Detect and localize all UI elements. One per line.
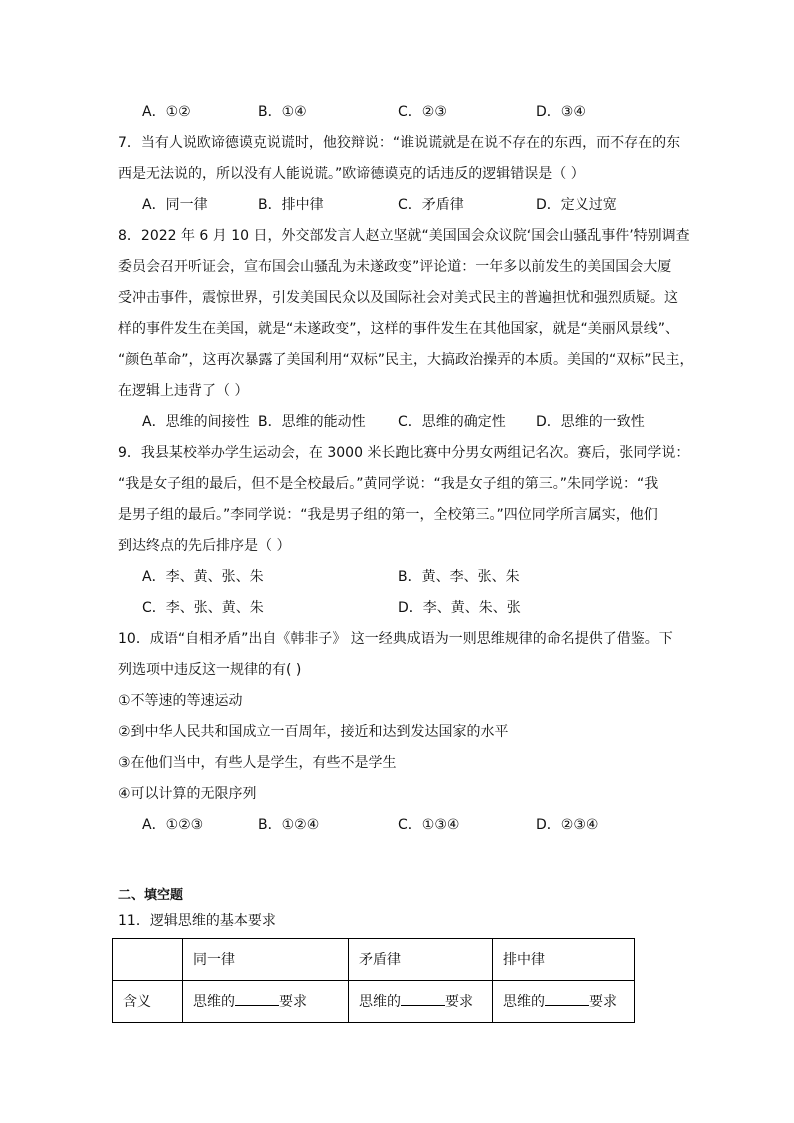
q7-option-a: A．同一律 [142, 197, 208, 213]
q10-item: ④可以计算的无限序列 [118, 786, 257, 802]
table-cell [493, 981, 635, 1023]
q9-option-b: B．黄、李、张、朱 [398, 569, 520, 585]
q7-option-d: D．定义过宽 [536, 197, 617, 213]
q8-text-line: 8．2022 年 6 月 10 日，外交部发言人赵立坚就“美国国会众议院‘国会山骚乱事件’特别调查 [118, 228, 690, 244]
table-header-cell: 矛盾律 [349, 939, 493, 981]
table-header-row [113, 939, 635, 981]
table-header-cell [113, 939, 183, 981]
q7-option-b: B．排中律 [258, 197, 324, 213]
q9-option-d: D．李、黄、朱、张 [398, 600, 521, 616]
table-row [113, 981, 635, 1023]
q8-text-line: 受冲击事件，震惊世界，引发美国民众以及国际社会对美式民主的普遍担忧和强烈质疑。这 [118, 290, 678, 306]
q8-option-d: D．思维的一致性 [536, 414, 645, 430]
q7-option-c: C．矛盾律 [398, 197, 464, 213]
cell-suffix: 要求 [589, 994, 617, 1010]
q8-text-line: 在逻辑上违背了（ ） [118, 383, 249, 399]
table-cell [183, 981, 349, 1023]
cell-prefix: 思维的 [503, 994, 545, 1010]
q10-option-d: D．②③④ [536, 817, 599, 833]
q6-option-b: B．①④ [258, 104, 307, 120]
q9-option-c: C．李、张、黄、朱 [142, 600, 264, 616]
cell-suffix: 要求 [279, 994, 307, 1010]
q8-option-b: B．思维的能动性 [258, 414, 366, 430]
q10-item: ①不等速的等速运动 [118, 693, 243, 709]
table-header-cell: 同一律 [183, 939, 349, 981]
q10-option-c: C．①③④ [398, 817, 460, 833]
q8-text-line: 样的事件发生在美国，就是“未遂政变”，这样的事件发生在其他国家，就是“美丽风景线”、 [118, 321, 680, 337]
fill-blank[interactable] [235, 991, 279, 1006]
q8-option-a: A．思维的间接性 [142, 414, 250, 430]
q6-option-d: D．③④ [536, 104, 586, 120]
q9-text-line: 是男子组的最后。”李同学说：“我是男子组的第一，全校第三。”四位同学所言属实，他们 [118, 507, 658, 523]
q10-option-b: B．①②④ [258, 817, 320, 833]
q9-text-line: 到达终点的先后排序是（ ） [118, 538, 291, 554]
q6-option-a: A．①② [142, 104, 191, 120]
q8-text-line: 委员会召开听证会，宣布国会山骚乱为未遂政变”评论道：一年多以前发生的美国国会大厦 [118, 259, 672, 275]
q6-option-c: C．②③ [398, 104, 447, 120]
q8-text-line: “颜色革命”，这再次暴露了美国利用“双标”民主，大搞政治操弄的本质。美国的“双标”民主， [118, 352, 694, 368]
q9-option-a: A．李、黄、张、朱 [142, 569, 264, 585]
q9-text-line: “我是女子组的最后，但不是全校最后。”黄同学说：“我是女子组的第三。”朱同学说：“我 [118, 476, 659, 492]
fill-blank[interactable] [401, 991, 445, 1006]
fill-blank[interactable] [545, 991, 589, 1006]
q10-item: ③在他们当中，有些人是学生，有些不是学生 [118, 755, 397, 771]
table-header-cell: 排中律 [493, 939, 635, 981]
section-heading: 二、填空题 [118, 888, 184, 903]
row-label: 含义 [113, 981, 183, 1023]
q10-item: ②到中华人民共和国成立一百周年，接近和达到发达国家的水平 [118, 724, 509, 740]
table-cell [349, 981, 493, 1023]
cell-suffix: 要求 [445, 994, 473, 1010]
q10-text-line: 列选项中违反这一规律的有( ) [118, 662, 302, 678]
q9-text-line: 9．我县某校举办学生运动会，在 3000 米长跑比赛中分男女两组记名次。赛后，张同学说： [118, 445, 690, 461]
logic-requirements-table [112, 938, 635, 1023]
q7-text-line: 西是无法说的，所以没有人能说谎。”欧谛德谟克的话违反的逻辑错误是（ ） [118, 166, 585, 182]
q7-text-line: 7．当有人说欧谛德谟克说谎时，他狡辩说：“谁说谎就是在说不存在的东西，而不存在的东 [118, 135, 681, 151]
cell-prefix: 思维的 [193, 994, 235, 1010]
cell-prefix: 思维的 [359, 994, 401, 1010]
q10-option-a: A．①②③ [142, 817, 204, 833]
q8-option-c: C．思维的确定性 [398, 414, 506, 430]
q11-title: 11．逻辑思维的基本要求 [118, 913, 276, 929]
q10-text-line: 10．成语“自相矛盾”出自《韩非子》 这一经典成语为一则思维规律的命名提供了借鉴。下 [118, 631, 673, 647]
